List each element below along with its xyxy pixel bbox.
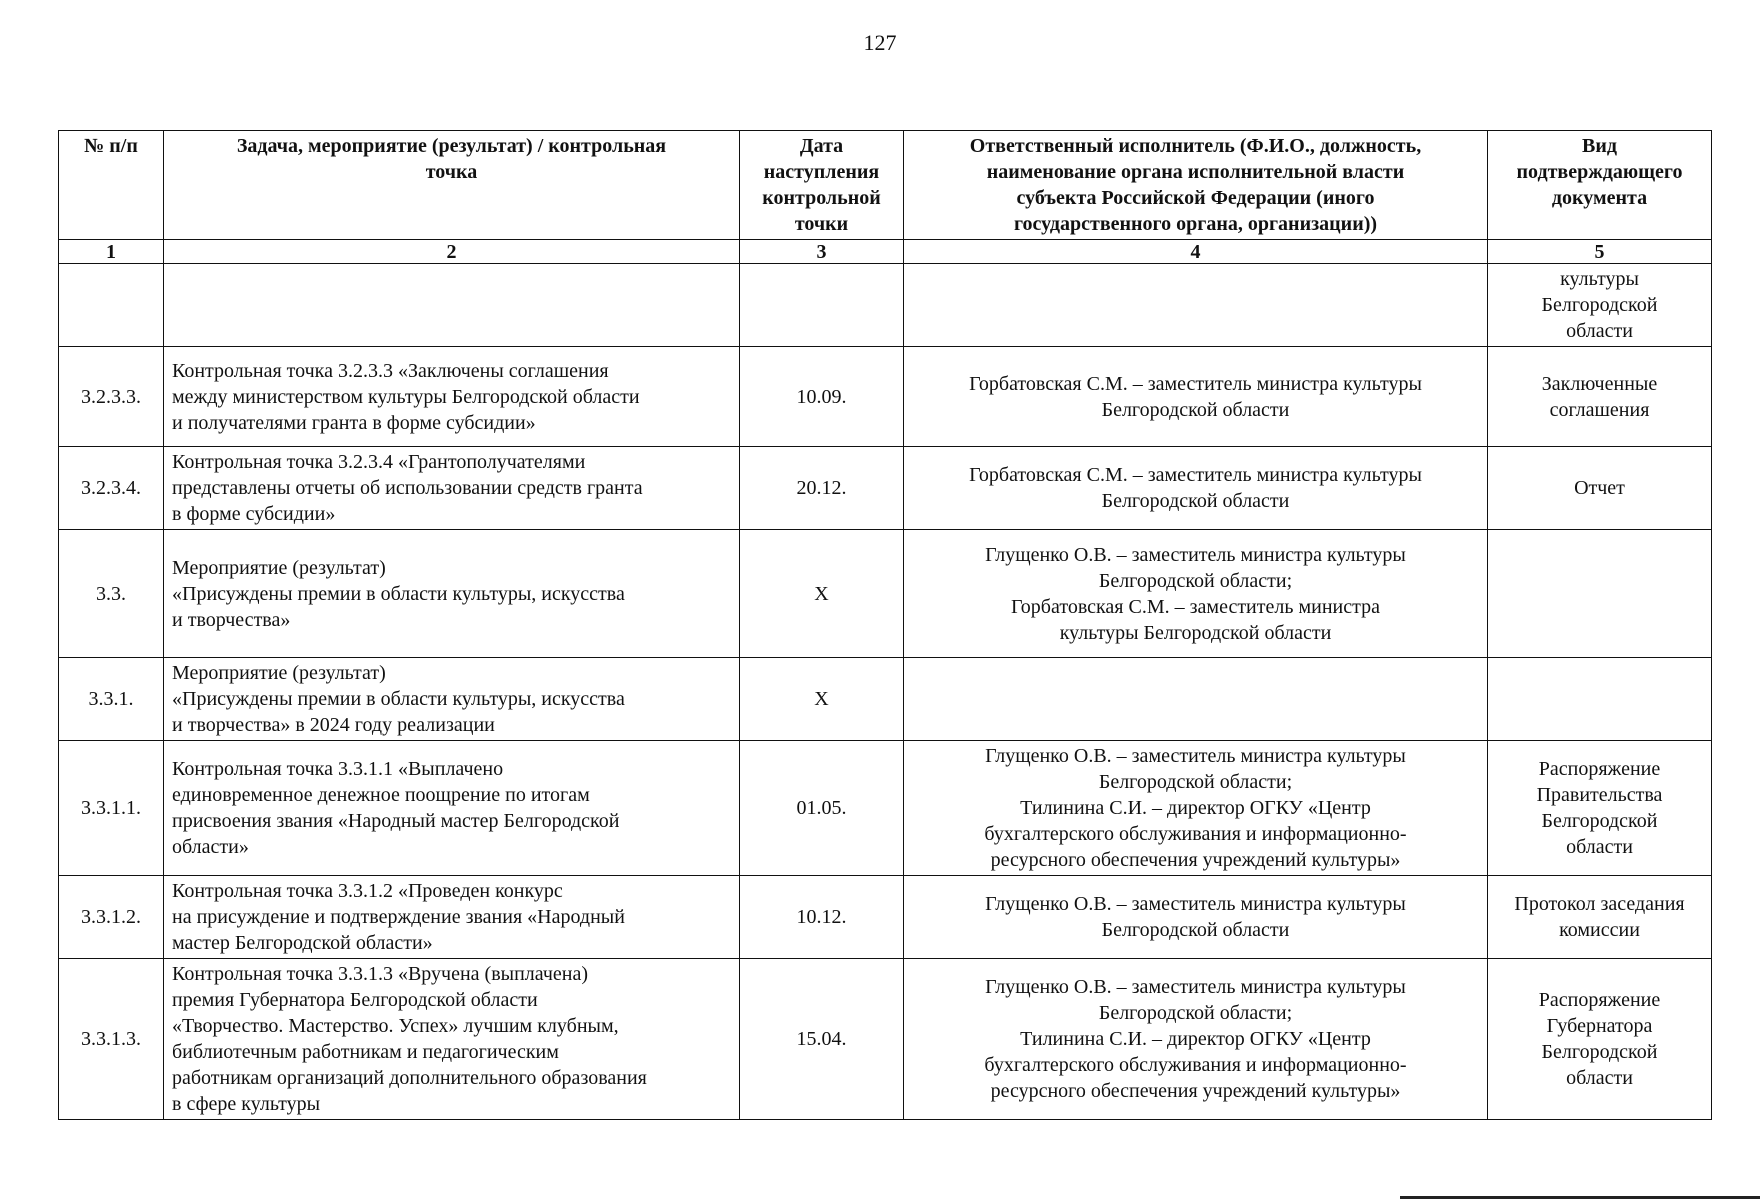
header-task: Задача, мероприятие (результат) / контрольная точка <box>164 131 740 240</box>
row-document <box>1488 530 1712 658</box>
column-number: 5 <box>1488 240 1712 264</box>
table-row <box>59 347 1712 447</box>
header-executor: Ответственный исполнитель (Ф.И.О., должность, наименование органа исполнительной власти субъекта Российской Федерации (иного государственного органа, организации)) <box>904 131 1488 240</box>
column-number: 1 <box>59 240 164 264</box>
table-row <box>59 264 1712 347</box>
column-number: 4 <box>904 240 1488 264</box>
table-row <box>59 959 1712 1120</box>
row-date: 15.04. <box>740 959 904 1120</box>
row-number: 3.3.1.3. <box>59 959 164 1120</box>
row-document: Отчет <box>1488 447 1712 530</box>
row-number <box>59 264 164 347</box>
row-executor: Горбатовская С.М. – заместитель министра культуры Белгородской области <box>904 447 1488 530</box>
row-number: 3.3.1. <box>59 658 164 741</box>
column-number-row <box>59 240 1712 264</box>
row-task: Мероприятие (результат) «Присуждены премии в области культуры, искусства и творчества» <box>164 530 740 658</box>
column-number: 3 <box>740 240 904 264</box>
row-executor: Горбатовская С.М. – заместитель министра культуры Белгородской области <box>904 347 1488 447</box>
header-num: № п/п <box>59 131 164 240</box>
row-executor: Глущенко О.В. – заместитель министра культуры Белгородской области; Горбатовская С.М. – заместитель министра культуры Белгородской области <box>904 530 1488 658</box>
row-document: Распоряжение Губернатора Белгородской области <box>1488 959 1712 1120</box>
row-task: Контрольная точка 3.3.1.1 «Выплачено единовременное денежное поощрение по итогам присвоения звания «Народный мастер Белгородской области» <box>164 741 740 876</box>
header-doc: Вид подтверждающего документа <box>1488 131 1712 240</box>
row-date <box>740 264 904 347</box>
row-executor <box>904 264 1488 347</box>
row-task: Контрольная точка 3.2.3.3 «Заключены соглашения между министерством культуры Белгородской области и получателями гранта в форме субсидии» <box>164 347 740 447</box>
row-date: 01.05. <box>740 741 904 876</box>
row-executor: Глущенко О.В. – заместитель министра культуры Белгородской области; Тилинина С.И. – директор ОГКУ «Центр бухгалтерского обслуживания и информационно- ресурсного обеспечения учреждений культуры» <box>904 741 1488 876</box>
row-number: 3.2.3.3. <box>59 347 164 447</box>
scan-edge-line <box>1400 1196 1760 1199</box>
row-number: 3.3. <box>59 530 164 658</box>
table-row <box>59 658 1712 741</box>
row-task: Мероприятие (результат) «Присуждены премии в области культуры, искусства и творчества» в 2024 году реализации <box>164 658 740 741</box>
column-number: 2 <box>164 240 740 264</box>
row-document: Заключенные соглашения <box>1488 347 1712 447</box>
table-row <box>59 530 1712 658</box>
control-points-table <box>58 130 1712 1120</box>
row-date: X <box>740 658 904 741</box>
row-date: 10.09. <box>740 347 904 447</box>
row-date: 20.12. <box>740 447 904 530</box>
row-document: Протокол заседания комиссии <box>1488 876 1712 959</box>
row-document: Распоряжение Правительства Белгородской области <box>1488 741 1712 876</box>
row-task <box>164 264 740 347</box>
row-executor <box>904 658 1488 741</box>
row-number: 3.3.1.2. <box>59 876 164 959</box>
table-row <box>59 447 1712 530</box>
table-row <box>59 741 1712 876</box>
row-task: Контрольная точка 3.3.1.2 «Проведен конкурс на присуждение и подтверждение звания «Народный мастер Белгородской области» <box>164 876 740 959</box>
row-document: культуры Белгородской области <box>1488 264 1712 347</box>
row-number: 3.3.1.1. <box>59 741 164 876</box>
row-document <box>1488 658 1712 741</box>
row-executor: Глущенко О.В. – заместитель министра культуры Белгородской области <box>904 876 1488 959</box>
page-number: 127 <box>863 30 897 55</box>
header-date: Дата наступления контрольной точки <box>740 131 904 240</box>
row-task: Контрольная точка 3.3.1.3 «Вручена (выплачена) премия Губернатора Белгородской области «Творчество. Мастерство. Успех» лучшим клубным, библиотечным работникам и педагогическим работникам организаций дополнительного образования в сфере культуры <box>164 959 740 1120</box>
row-task: Контрольная точка 3.2.3.4 «Грантополучателями представлены отчеты об использовании средств гранта в форме субсидии» <box>164 447 740 530</box>
row-date: 10.12. <box>740 876 904 959</box>
header-row <box>59 131 1712 240</box>
row-executor: Глущенко О.В. – заместитель министра культуры Белгородской области; Тилинина С.И. – директор ОГКУ «Центр бухгалтерского обслуживания и информационно- ресурсного обеспечения учреждений культуры» <box>904 959 1488 1120</box>
row-number: 3.2.3.4. <box>59 447 164 530</box>
row-date: X <box>740 530 904 658</box>
table-row <box>59 876 1712 959</box>
